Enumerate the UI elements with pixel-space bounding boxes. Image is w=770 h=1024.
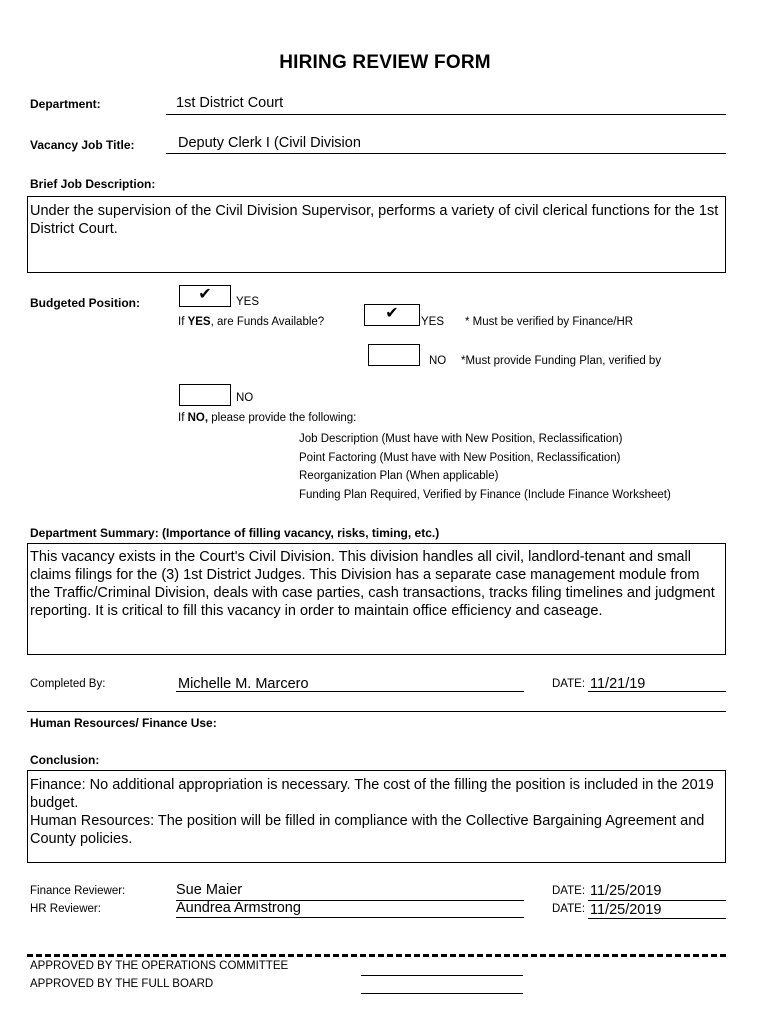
if-no-instruction <box>178 412 356 424</box>
finance-date-value[interactable]: 11/25/2019 <box>590 883 662 899</box>
completed-date-underline <box>588 691 726 692</box>
requirement-item: Job Description (Must have with New Position, Reclassification) <box>299 433 623 445</box>
completed-by-label: Completed By: <box>30 678 106 690</box>
conclusion-box[interactable] <box>27 770 726 863</box>
finance-reviewer-label: Finance Reviewer: <box>30 885 126 897</box>
conclusion-label: Conclusion: <box>30 753 100 767</box>
conclusion-finance-text: Finance: No additional appropriation is necessary. The cost of the filling the position is included in the 2019 budget. <box>30 777 714 811</box>
funds-question-prefix: If <box>178 316 188 328</box>
approved-board-label: APPROVED BY THE FULL BOARD <box>30 978 214 990</box>
hr-date-label: DATE: <box>552 903 586 915</box>
department-summary-box[interactable] <box>27 543 726 655</box>
budgeted-yes-checkbox[interactable]: ✔ <box>179 285 231 307</box>
hr-reviewer-name[interactable]: Aundrea Armstrong <box>176 900 301 916</box>
funds-question-suffix: , are Funds Available? <box>210 316 325 328</box>
form-title: HIRING REVIEW FORM <box>279 52 491 73</box>
dashed-separator <box>27 954 726 957</box>
department-label: Department: <box>30 97 101 111</box>
hr-date-underline <box>588 918 726 919</box>
funds-no-note: *Must provide Funding Plan, verified by <box>461 355 662 367</box>
funds-yes-label: YES <box>421 316 445 328</box>
section-divider <box>27 711 726 712</box>
funds-yes-note: * Must be verified by Finance/HR <box>465 316 634 328</box>
vacancy-underline <box>166 153 726 154</box>
completed-by-underline <box>176 691 524 692</box>
funds-no-label: NO <box>429 355 447 367</box>
approved-board-line[interactable] <box>361 993 523 994</box>
brief-description-text: Under the supervision of the Civil Division Supervisor, performs a variety of civil clerical functions for the 1st District Court. <box>30 203 719 237</box>
budgeted-no-label: NO <box>236 392 254 404</box>
finance-reviewer-name[interactable]: Sue Maier <box>176 882 243 898</box>
funds-available-question <box>178 316 324 328</box>
hr-finance-use-label: Human Resources/ Finance Use: <box>30 716 217 730</box>
funds-question-bold: YES <box>187 316 211 328</box>
brief-description-box[interactable] <box>27 196 726 273</box>
completed-by-name[interactable]: Michelle M. Marcero <box>178 676 309 692</box>
department-summary-text: This vacancy exists in the Court's Civil Division. This division handles all civil, landlord-tenant and small claims filings for the (3) 1st District Judges. This Division has a separate case management module from the Traffic/Criminal Division, deals with case parties, cash transactions, tracks filing timelines and judgment reporting. It is critical to fill this vacancy in order to maintain office efficiency and caseage. <box>30 549 715 619</box>
finance-date-label: DATE: <box>552 885 586 897</box>
completed-date-value[interactable]: 11/21/19 <box>590 676 646 692</box>
hr-date-value[interactable]: 11/25/2019 <box>590 902 662 918</box>
budgeted-yes-label: YES <box>236 296 260 308</box>
vacancy-label: Vacancy Job Title: <box>30 138 135 152</box>
department-summary-label: Department Summary: (Importance of filling vacancy, risks, timing, etc.) <box>30 526 440 540</box>
hr-reviewer-underline <box>176 917 524 918</box>
funds-no-checkbox[interactable] <box>368 344 420 366</box>
department-underline <box>166 114 726 115</box>
approved-ops-line[interactable] <box>361 975 523 976</box>
if-no-suffix: please provide the following: <box>208 412 357 424</box>
requirements-list <box>299 430 671 504</box>
brief-description-label: Brief Job Description: <box>30 177 156 191</box>
funds-yes-checkbox[interactable]: ✔ <box>364 304 420 326</box>
completed-date-label: DATE: <box>552 678 586 690</box>
conclusion-hr-text: Human Resources: The position will be filled in compliance with the Collective Bargaining Agreement and County policies. <box>30 813 705 847</box>
requirement-item: Point Factoring (Must have with New Position, Reclassification) <box>299 451 621 464</box>
hr-reviewer-label: HR Reviewer: <box>30 903 101 915</box>
if-no-bold: NO, <box>187 412 209 424</box>
vacancy-value[interactable]: Deputy Clerk I (Civil Division <box>178 135 361 151</box>
department-value[interactable]: 1st District Court <box>176 95 284 111</box>
requirement-item: Reorganization Plan (When applicable) <box>299 470 499 482</box>
finance-date-underline <box>588 900 726 901</box>
budgeted-position-label: Budgeted Position: <box>30 296 140 310</box>
approved-ops-label: APPROVED BY THE OPERATIONS COMMITTEE <box>30 960 289 972</box>
if-no-prefix: If <box>178 412 188 424</box>
requirement-item: Funding Plan Required, Verified by Finance (Include Finance Worksheet) <box>299 488 671 501</box>
budgeted-no-checkbox[interactable] <box>179 384 231 406</box>
